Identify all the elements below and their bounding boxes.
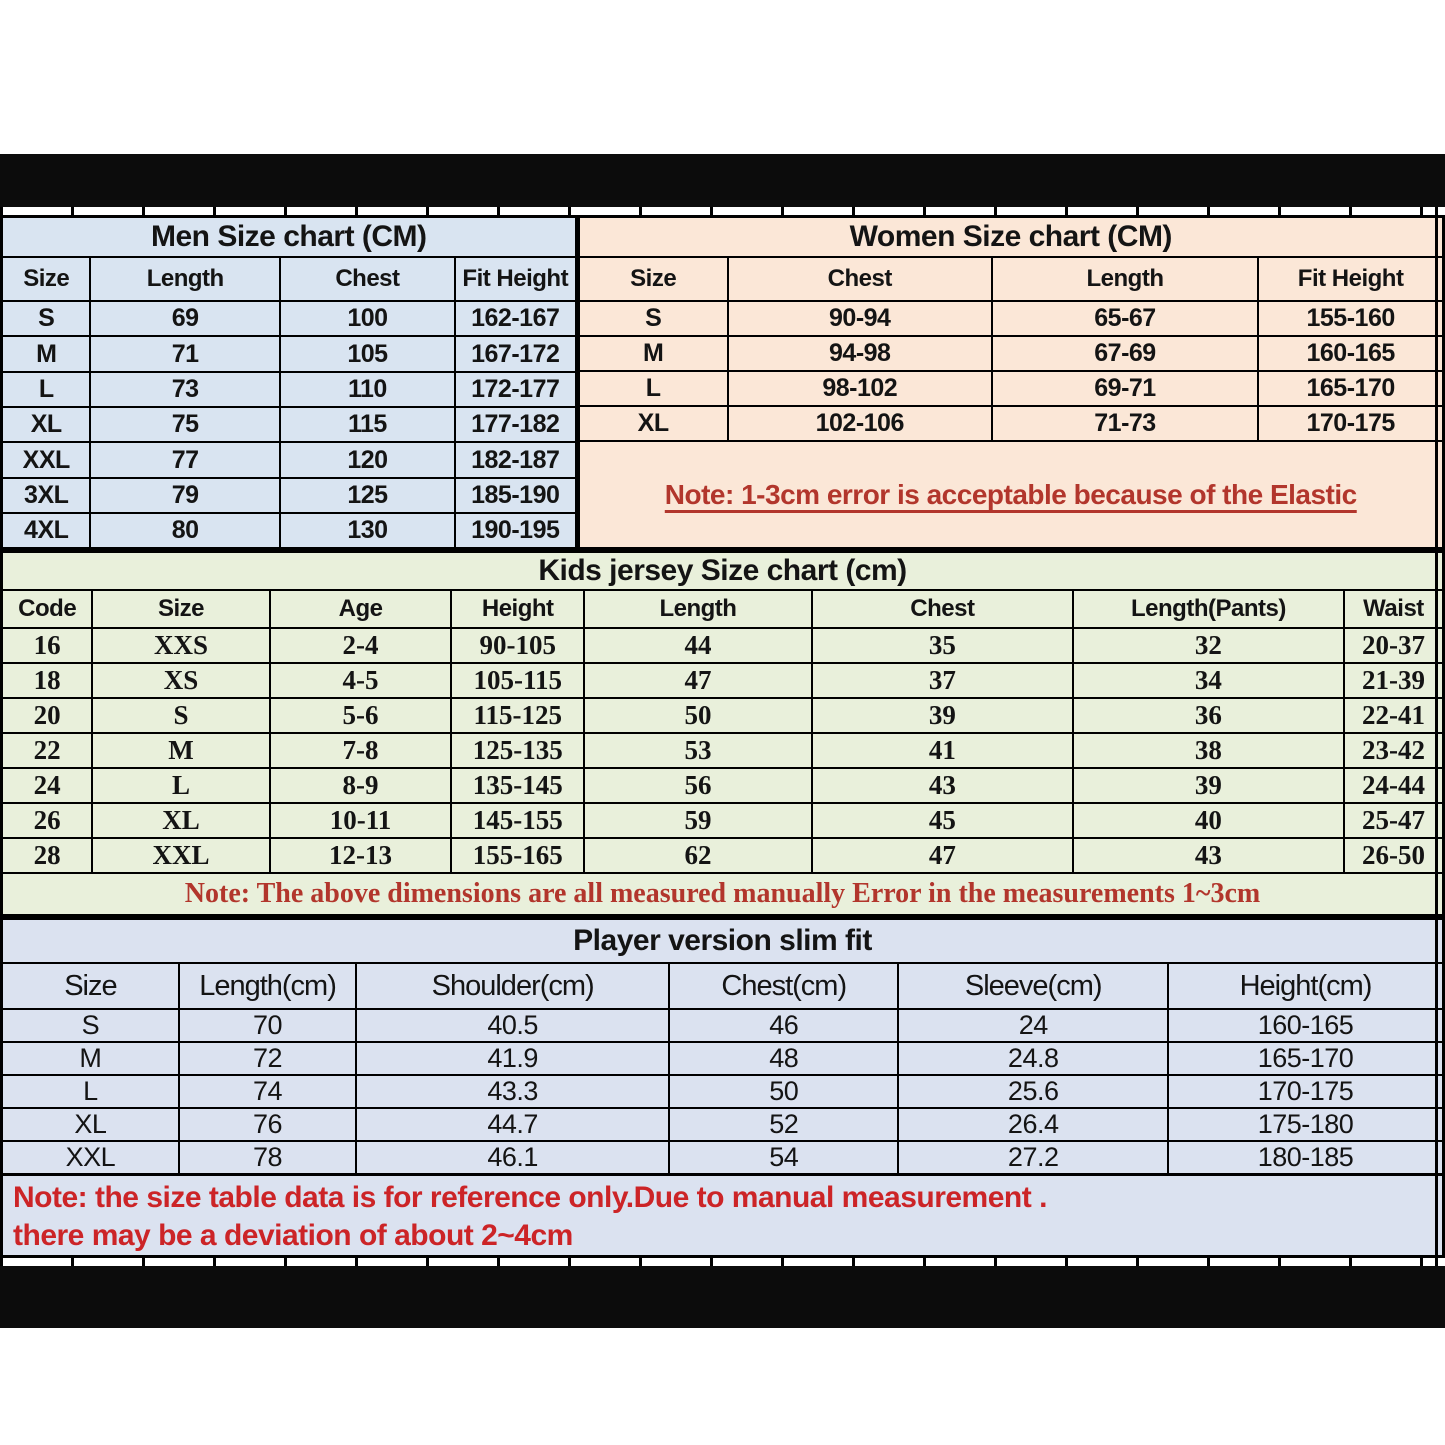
column-header: Chest — [728, 257, 992, 301]
table-cell: 37 — [812, 663, 1073, 698]
table-row — [2, 1075, 1444, 1108]
column-header: Shoulder(cm) — [356, 963, 669, 1009]
table-cell: 105-115 — [451, 663, 584, 698]
table-cell: XXS — [92, 628, 269, 663]
table-cell: S — [2, 301, 91, 336]
women-note-cell — [578, 441, 1443, 549]
column-header: Size — [92, 590, 269, 628]
top-white-band — [0, 0, 1445, 154]
grid-tick-strip-bottom — [0, 1258, 1445, 1266]
kids-size-table — [0, 550, 1445, 917]
women-header-row — [578, 257, 1443, 301]
table-cell: 120 — [280, 442, 455, 477]
elastic-error-note: Note: 1-3cm error is acceptable because of the Elastic — [664, 478, 1357, 510]
table-row — [2, 442, 576, 477]
table-cell: 45 — [812, 803, 1073, 838]
kids-note-row — [2, 873, 1444, 916]
column-header: Chest — [280, 257, 455, 301]
table-cell: 34 — [1073, 663, 1344, 698]
men-header-row — [2, 257, 576, 301]
table-cell: 54 — [669, 1141, 898, 1175]
table-cell: 160-165 — [1168, 1009, 1443, 1042]
table-cell: 177-182 — [455, 407, 576, 442]
table-cell: 24 — [898, 1009, 1168, 1042]
table-row — [2, 513, 576, 548]
column-header: Chest — [812, 590, 1073, 628]
table-cell: 27.2 — [898, 1141, 1168, 1175]
table-cell: 75 — [90, 407, 279, 442]
table-row — [2, 407, 576, 442]
column-header: Length(Pants) — [1073, 590, 1344, 628]
table-cell: M — [2, 1042, 179, 1075]
table-cell: 90-94 — [728, 301, 992, 336]
table-cell: M — [92, 733, 269, 768]
table-row — [578, 301, 1443, 336]
men-title-row — [2, 217, 576, 258]
table-cell: 170-175 — [1258, 406, 1443, 441]
footer-note-line1: Note: the size table data is for reference only.Due to manual measurement . — [13, 1181, 1047, 1214]
column-header: Size — [2, 257, 91, 301]
column-header: Length(cm) — [179, 963, 356, 1009]
table-cell: XL — [2, 1108, 179, 1141]
table-cell: 170-175 — [1168, 1075, 1443, 1108]
women-title-row — [578, 217, 1443, 258]
table-cell: 46 — [669, 1009, 898, 1042]
table-cell: 20-37 — [1344, 628, 1444, 663]
table-cell: 172-177 — [455, 372, 576, 407]
table-cell: 48 — [669, 1042, 898, 1075]
table-cell: XS — [92, 663, 269, 698]
table-cell: 26.4 — [898, 1108, 1168, 1141]
table-cell: 22 — [2, 733, 93, 768]
manual-measure-note: Note: The above dimensions are all measured manually Error in the measurements 1~3cm — [184, 878, 1261, 909]
table-cell: 162-167 — [455, 301, 576, 336]
kids-table-body — [2, 628, 1444, 873]
table-row — [2, 1009, 1444, 1042]
table-cell: 62 — [584, 838, 812, 873]
men-size-table — [0, 215, 577, 550]
table-cell: 180-185 — [1168, 1141, 1443, 1175]
table-cell: 65-67 — [992, 301, 1259, 336]
grid-tick-strip-top — [0, 207, 1445, 215]
bottom-white-band — [0, 1328, 1445, 1445]
women-size-table — [577, 215, 1445, 550]
column-header: Fit Height — [455, 257, 576, 301]
table-row — [2, 478, 576, 513]
table-cell: 78 — [179, 1141, 356, 1175]
column-header: Chest(cm) — [669, 963, 898, 1009]
women-table-title: Women Size chart (CM) — [578, 217, 1443, 258]
column-header: Length — [992, 257, 1259, 301]
table-cell: 90-105 — [451, 628, 584, 663]
table-cell: 43 — [1073, 838, 1344, 873]
table-cell: 39 — [1073, 768, 1344, 803]
table-cell: 53 — [584, 733, 812, 768]
table-cell: 21-39 — [1344, 663, 1444, 698]
table-cell: L — [2, 372, 91, 407]
table-cell: L — [92, 768, 269, 803]
table-cell: 69 — [90, 301, 279, 336]
kids-note-cell — [2, 873, 1444, 916]
table-cell: 16 — [2, 628, 93, 663]
table-cell: 185-190 — [455, 478, 576, 513]
table-cell: 39 — [812, 698, 1073, 733]
table-cell: 4-5 — [270, 663, 452, 698]
table-cell: XL — [578, 406, 728, 441]
table-row — [2, 628, 1444, 663]
player-version-table — [0, 917, 1445, 1176]
table-cell: 47 — [812, 838, 1073, 873]
kids-header-row — [2, 590, 1444, 628]
footer-note-block — [0, 1176, 1445, 1258]
table-cell: 182-187 — [455, 442, 576, 477]
women-note-row — [578, 441, 1443, 549]
table-cell: 135-145 — [451, 768, 584, 803]
table-cell: M — [578, 336, 728, 371]
column-header: Length — [584, 590, 812, 628]
table-cell: 23-42 — [1344, 733, 1444, 768]
table-cell: 24 — [2, 768, 93, 803]
table-cell: XXL — [92, 838, 269, 873]
player-title-row — [2, 919, 1444, 964]
table-cell: 3XL — [2, 478, 91, 513]
table-cell: S — [92, 698, 269, 733]
column-header: Length — [90, 257, 279, 301]
table-row — [2, 768, 1444, 803]
column-header: Fit Height — [1258, 257, 1443, 301]
table-cell: 79 — [90, 478, 279, 513]
table-cell: 105 — [280, 336, 455, 371]
table-cell: 100 — [280, 301, 455, 336]
table-cell: 40 — [1073, 803, 1344, 838]
player-table-title: Player version slim fit — [2, 919, 1444, 964]
table-row — [2, 301, 576, 336]
table-cell: 36 — [1073, 698, 1344, 733]
table-cell: L — [2, 1075, 179, 1108]
table-cell: 115 — [280, 407, 455, 442]
table-cell: 32 — [1073, 628, 1344, 663]
table-cell: 165-170 — [1258, 371, 1443, 406]
table-row — [2, 1108, 1444, 1141]
table-cell: 12-13 — [270, 838, 452, 873]
table-cell: 5-6 — [270, 698, 452, 733]
table-cell: 59 — [584, 803, 812, 838]
table-cell: 41 — [812, 733, 1073, 768]
table-cell: 69-71 — [992, 371, 1259, 406]
kids-table-title: Kids jersey Size chart (cm) — [2, 552, 1444, 591]
table-cell: 190-195 — [455, 513, 576, 548]
bottom-black-bar — [0, 1266, 1445, 1328]
table-cell: 165-170 — [1168, 1042, 1443, 1075]
table-row — [2, 733, 1444, 768]
footer-note-line2: there may be a deviation of about 2~4cm — [13, 1219, 573, 1252]
table-cell: M — [2, 336, 91, 371]
kids-title-row — [2, 552, 1444, 591]
table-cell: 74 — [179, 1075, 356, 1108]
table-cell: XL — [92, 803, 269, 838]
table-cell: 77 — [90, 442, 279, 477]
women-table-body — [578, 301, 1443, 441]
cropped-column-border — [1435, 207, 1438, 1266]
table-row — [578, 336, 1443, 371]
table-cell: 18 — [2, 663, 93, 698]
table-row — [2, 336, 576, 371]
table-row — [2, 698, 1444, 733]
table-cell: 125 — [280, 478, 455, 513]
table-cell: 98-102 — [728, 371, 992, 406]
column-header: Sleeve(cm) — [898, 963, 1168, 1009]
table-cell: 24-44 — [1344, 768, 1444, 803]
table-cell: 7-8 — [270, 733, 452, 768]
table-row — [2, 1042, 1444, 1075]
table-cell: 145-155 — [451, 803, 584, 838]
table-cell: 80 — [90, 513, 279, 548]
table-cell: 46.1 — [356, 1141, 669, 1175]
table-row — [2, 372, 576, 407]
table-cell: 72 — [179, 1042, 356, 1075]
table-cell: 8-9 — [270, 768, 452, 803]
table-row — [578, 406, 1443, 441]
table-cell: 25.6 — [898, 1075, 1168, 1108]
table-cell: 26 — [2, 803, 93, 838]
table-cell: 22-41 — [1344, 698, 1444, 733]
table-cell: 102-106 — [728, 406, 992, 441]
column-header: Height(cm) — [1168, 963, 1443, 1009]
table-cell: 70 — [179, 1009, 356, 1042]
men-table-title: Men Size chart (CM) — [2, 217, 576, 258]
column-header: Height — [451, 590, 584, 628]
table-cell: 4XL — [2, 513, 91, 548]
table-cell: XL — [2, 407, 91, 442]
player-table-body — [2, 1009, 1444, 1175]
table-cell: 2-4 — [270, 628, 452, 663]
table-cell: 175-180 — [1168, 1108, 1443, 1141]
table-cell: 20 — [2, 698, 93, 733]
column-header: Code — [2, 590, 93, 628]
table-cell: 47 — [584, 663, 812, 698]
table-cell: 26-50 — [1344, 838, 1444, 873]
table-cell: 76 — [179, 1108, 356, 1141]
table-cell: 167-172 — [455, 336, 576, 371]
table-cell: L — [578, 371, 728, 406]
table-cell: 41.9 — [356, 1042, 669, 1075]
table-cell: 71 — [90, 336, 279, 371]
table-cell: 73 — [90, 372, 279, 407]
table-cell: 115-125 — [451, 698, 584, 733]
column-header: Age — [270, 590, 452, 628]
table-cell: 50 — [584, 698, 812, 733]
player-header-row — [2, 963, 1444, 1009]
table-cell: 25-47 — [1344, 803, 1444, 838]
table-cell: XXL — [2, 442, 91, 477]
table-cell: 38 — [1073, 733, 1344, 768]
table-cell: 125-135 — [451, 733, 584, 768]
table-row — [578, 371, 1443, 406]
table-cell: 43.3 — [356, 1075, 669, 1108]
top-black-bar — [0, 154, 1445, 207]
table-cell: 28 — [2, 838, 93, 873]
table-cell: 160-165 — [1258, 336, 1443, 371]
table-cell: 24.8 — [898, 1042, 1168, 1075]
table-cell: 67-69 — [992, 336, 1259, 371]
table-cell: XXL — [2, 1141, 179, 1175]
column-header: Size — [578, 257, 728, 301]
column-header: Size — [2, 963, 179, 1009]
table-cell: 110 — [280, 372, 455, 407]
table-cell: 155-165 — [451, 838, 584, 873]
table-cell: 71-73 — [992, 406, 1259, 441]
table-cell: 56 — [584, 768, 812, 803]
table-cell: 44.7 — [356, 1108, 669, 1141]
table-row — [2, 1141, 1444, 1175]
table-cell: 40.5 — [356, 1009, 669, 1042]
table-cell: 52 — [669, 1108, 898, 1141]
table-cell: S — [578, 301, 728, 336]
table-cell: S — [2, 1009, 179, 1042]
size-chart-content — [0, 207, 1445, 1266]
table-cell: 155-160 — [1258, 301, 1443, 336]
column-header: Waist — [1344, 590, 1444, 628]
men-table-body — [2, 301, 576, 549]
table-cell: 94-98 — [728, 336, 992, 371]
table-cell: 44 — [584, 628, 812, 663]
table-cell: 130 — [280, 513, 455, 548]
table-cell: 10-11 — [270, 803, 452, 838]
men-women-section — [0, 215, 1445, 550]
table-cell: 50 — [669, 1075, 898, 1108]
table-row — [2, 663, 1444, 698]
table-cell: 43 — [812, 768, 1073, 803]
table-row — [2, 838, 1444, 873]
table-row — [2, 803, 1444, 838]
table-cell: 35 — [812, 628, 1073, 663]
